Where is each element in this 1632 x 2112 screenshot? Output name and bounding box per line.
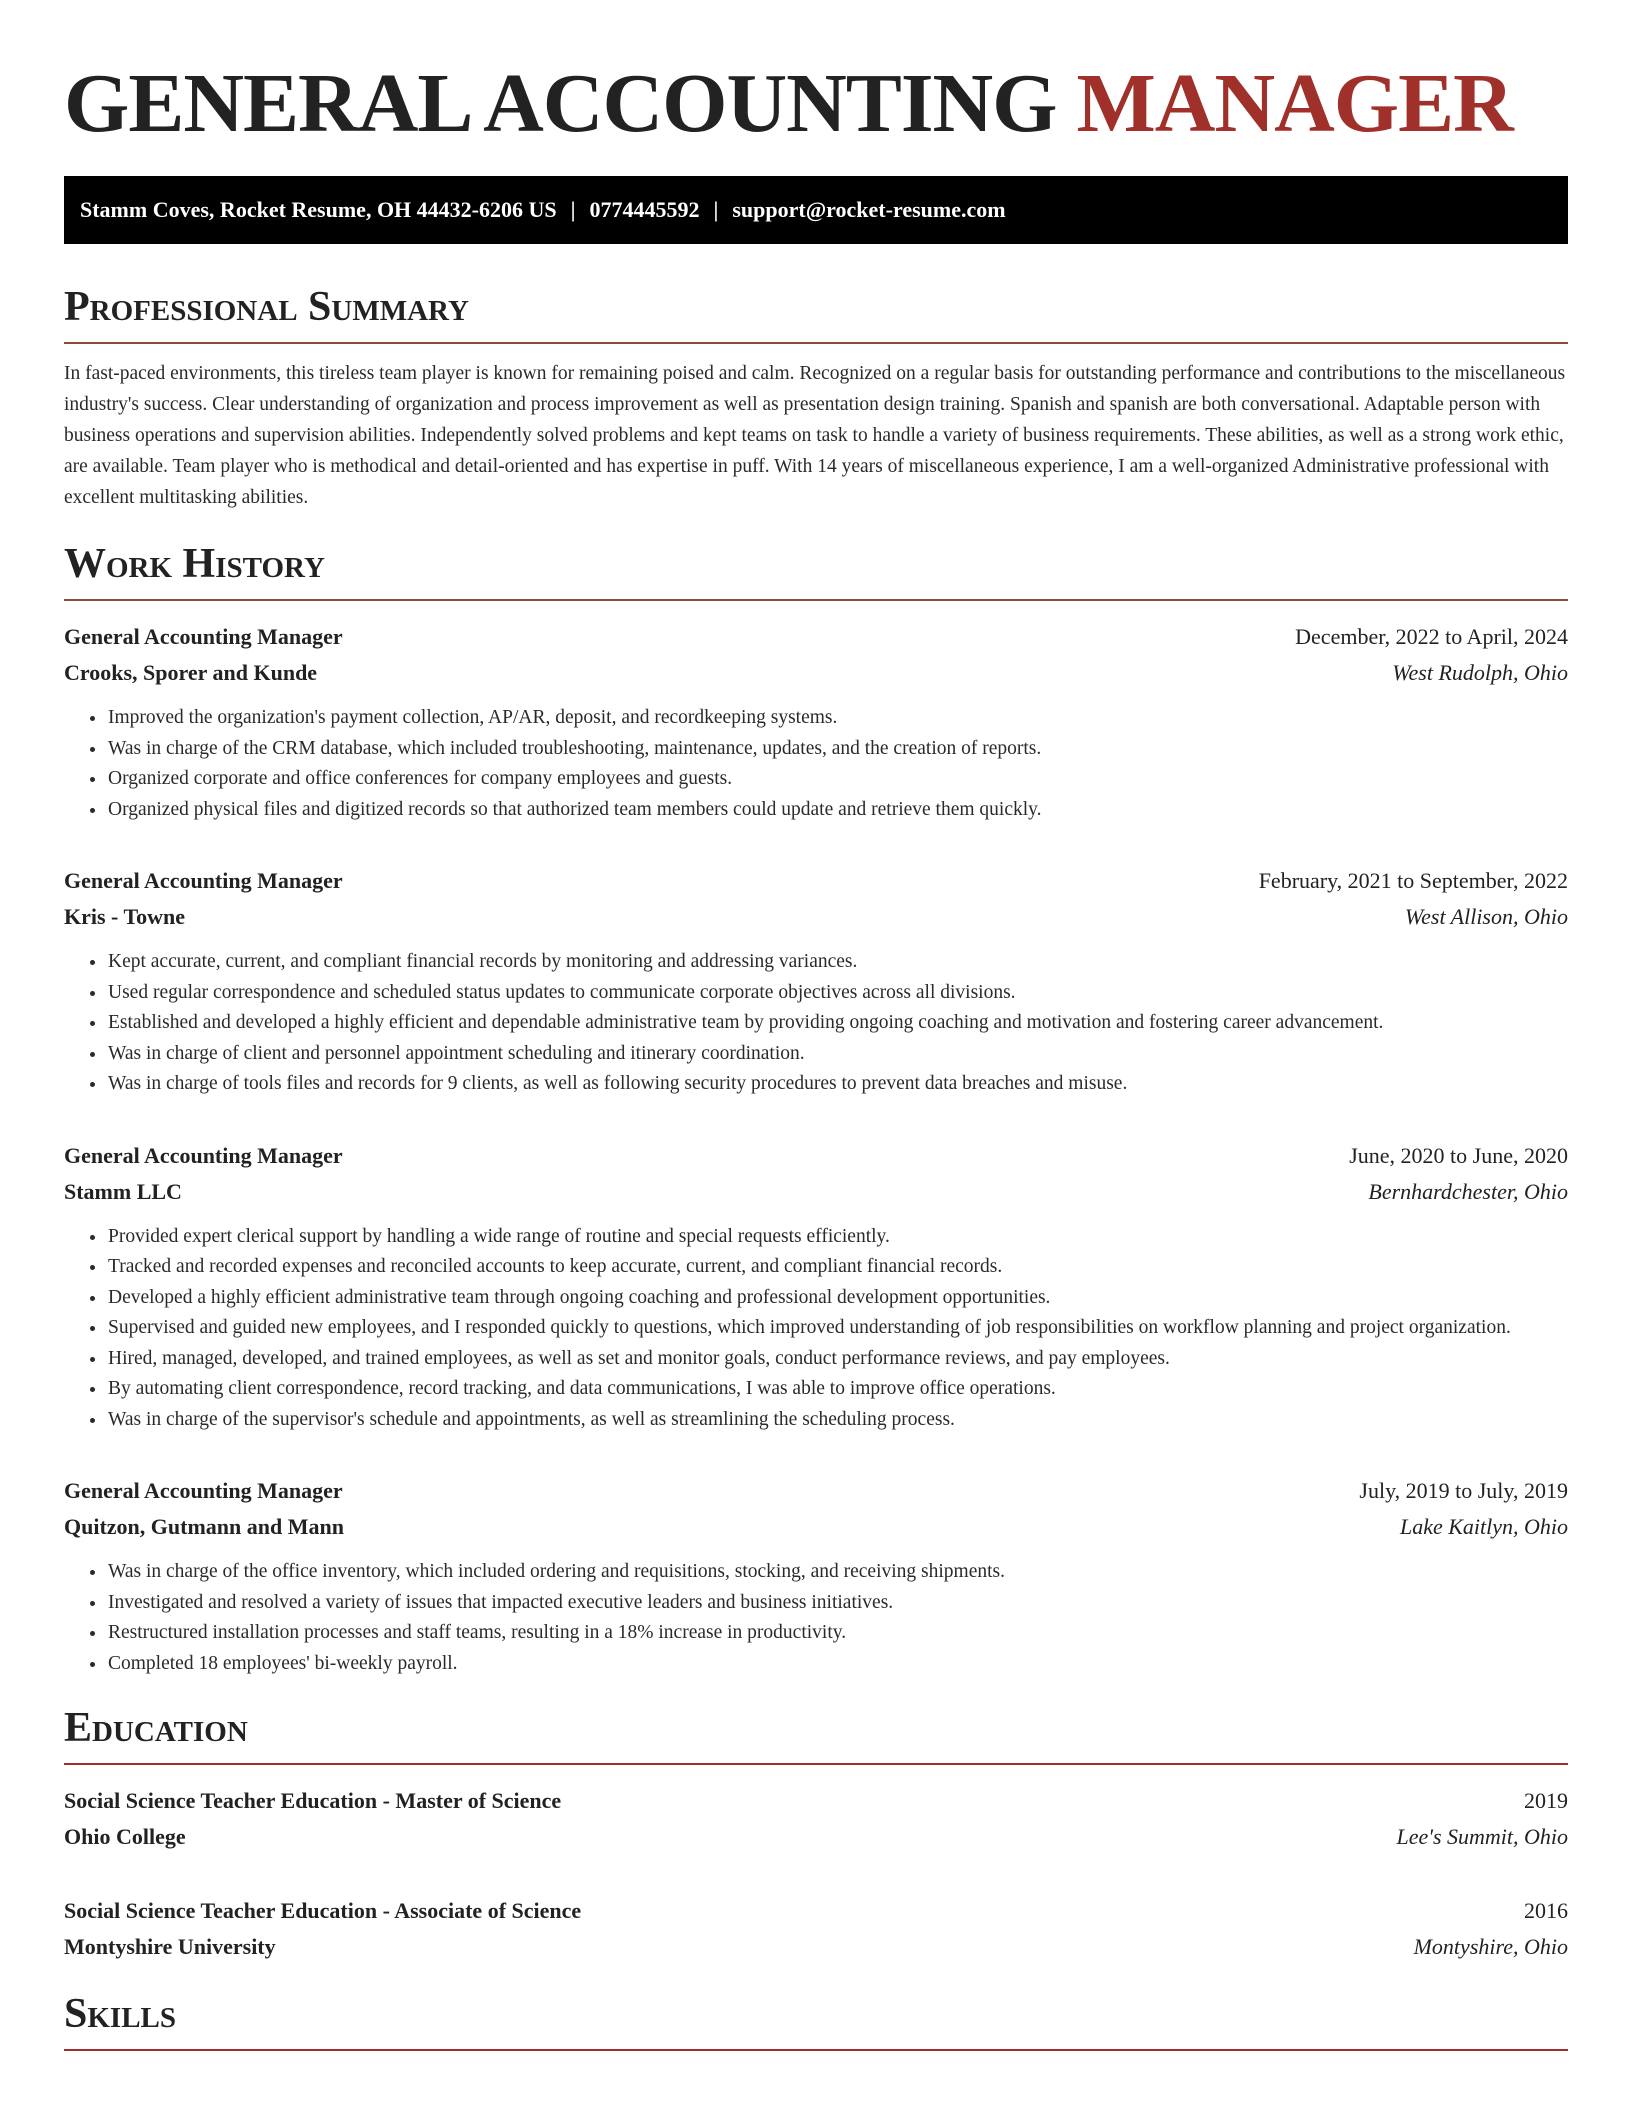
job-bullets [64, 1557, 1568, 1679]
job-entry [64, 619, 1568, 825]
job-header-row [64, 1138, 1568, 1174]
job-location: West Allison, Ohio [1404, 904, 1568, 929]
job-dates: December, 2022 to April, 2024 [1295, 624, 1568, 649]
job-title: General Accounting Manager [64, 1478, 343, 1503]
job-bullets [64, 947, 1568, 1100]
work-history-heading: Work History [64, 513, 1568, 601]
job-location: West Rudolph, Ohio [1392, 660, 1568, 685]
job-bullet: • Used regular correspondence and scheduled status updates to communicate corporate objectives across all divisions. [107, 978, 1568, 1009]
job-bullet: • Improved the organization's payment collection, AP/AR, deposit, and recordkeeping systems. [107, 703, 1568, 734]
job-bullet: • Restructured installation processes and staff teams, resulting in a 18% increase in productivity. [107, 1618, 1568, 1649]
job-bullet: • Was in charge of the supervisor's schedule and appointments, as well as streamlining the scheduling process. [107, 1405, 1568, 1436]
job-location: Bernhardchester, Ohio [1368, 1178, 1568, 1204]
contact-phone[interactable]: 0774445592 [589, 197, 700, 222]
job-dates: July, 2019 to July, 2019 [1359, 1478, 1568, 1503]
contact-bar [64, 176, 1568, 244]
job-company: Stamm LLC [64, 1178, 182, 1204]
contact-separator: | [570, 197, 576, 222]
job-title: General Accounting Manager [64, 868, 343, 893]
job-entry [64, 863, 1568, 1100]
title-accent: MANAGER [1076, 57, 1513, 150]
job-bullet: • Organized physical files and digitized records so that authorized team members could update and retrieve them quickly. [107, 795, 1568, 826]
job-entry [64, 1473, 1568, 1679]
job-bullet: • By automating client correspondence, record tracking, and data communications, I was able to improve office operations. [107, 1374, 1568, 1405]
job-bullet: • Kept accurate, current, and compliant financial records by monitoring and addressing variances. [107, 947, 1568, 978]
job-bullet: • Established and developed a highly efficient and dependable administrative team by providing ongoing coaching and motivation and fostering career advancement. [107, 1008, 1568, 1039]
job-bullet: • Provided expert clerical support by handling a wide range of routine and special requests efficiently. [107, 1222, 1568, 1253]
job-bullets [64, 703, 1568, 825]
education-location: Montyshire, Ohio [1413, 1934, 1568, 1959]
job-bullet: • Completed 18 employees' bi-weekly payroll. [107, 1649, 1568, 1680]
job-company-row [64, 899, 1568, 935]
education-degree-row [64, 1893, 1568, 1929]
skills-heading: Skills [64, 1965, 1568, 2051]
job-company: Kris - Towne [64, 904, 186, 929]
job-bullet: • Organized corporate and office conferences for company employees and guests. [107, 764, 1568, 795]
title-main: GENERAL ACCOUNTING [64, 57, 1057, 150]
job-bullet: • Hired, managed, developed, and trained employees, as well as set and monitor goals, conduct performance reviews, and pay employees. [107, 1344, 1568, 1375]
job-header-row [64, 1473, 1568, 1509]
contact-address: Stamm Coves, Rocket Resume, OH 44432-6206 US [80, 197, 557, 222]
education-heading: Education [64, 1679, 1568, 1765]
education-school-row [64, 1929, 1568, 1965]
education-entry [64, 1893, 1568, 1965]
education-school: Montyshire University [64, 1934, 276, 1959]
job-header-row [64, 619, 1568, 655]
job-location: Lake Kaitlyn, Ohio [1399, 1514, 1568, 1539]
job-title: General Accounting Manager [64, 624, 343, 649]
job-bullet: • Was in charge of the CRM database, which included troubleshooting, maintenance, updates, and the creation of reports. [107, 734, 1568, 765]
work-history-list [64, 619, 1568, 1679]
education-school: Ohio College [64, 1824, 186, 1849]
education-list [64, 1783, 1568, 1965]
job-bullets [64, 1222, 1568, 1436]
education-school-row [64, 1819, 1568, 1855]
job-bullet: • Was in charge of tools files and records for 9 clients, as well as following security procedures to prevent data breaches and misuse. [107, 1069, 1568, 1100]
job-header-row [64, 863, 1568, 899]
contact-separator: | [713, 197, 719, 222]
job-bullet: • Was in charge of client and personnel appointment scheduling and itinerary coordination. [107, 1039, 1568, 1070]
job-company-row [64, 655, 1568, 691]
job-bullet: • Investigated and resolved a variety of issues that impacted executive leaders and business initiatives. [107, 1588, 1568, 1619]
job-dates: June, 2020 to June, 2020 [1349, 1142, 1568, 1168]
education-entry [64, 1783, 1568, 1855]
job-bullet: • Tracked and recorded expenses and reconciled accounts to keep accurate, current, and compliant financial records. [107, 1252, 1568, 1283]
job-company: Quitzon, Gutmann and Mann [64, 1514, 344, 1539]
job-company-row [64, 1509, 1568, 1545]
job-bullet: • Developed a highly efficient administrative team through ongoing coaching and professional development opportunities. [107, 1283, 1568, 1314]
contact-email[interactable]: support@rocket-resume.com [732, 197, 1006, 222]
job-bullet: • Was in charge of the office inventory, which included ordering and requisitions, stocking, and receiving shipments. [107, 1557, 1568, 1588]
job-entry [64, 1138, 1568, 1436]
job-bullet: • Supervised and guided new employees, and I responded quickly to questions, which improved understanding of job responsibilities on workflow planning and project organization. [107, 1313, 1568, 1344]
education-year: 2016 [1524, 1898, 1568, 1923]
education-degree-row [64, 1783, 1568, 1819]
education-location: Lee's Summit, Ohio [1396, 1824, 1568, 1849]
education-year: 2019 [1524, 1788, 1568, 1813]
education-degree: Social Science Teacher Education - Master of Science [64, 1788, 562, 1813]
job-company-row [64, 1174, 1568, 1210]
education-degree: Social Science Teacher Education - Associate of Science [64, 1898, 582, 1923]
resume-title [64, 0, 1568, 176]
summary-heading: Professional Summary [64, 244, 1568, 344]
job-dates: February, 2021 to September, 2022 [1258, 868, 1568, 893]
job-company: Crooks, Sporer and Kunde [64, 660, 318, 685]
job-title: General Accounting Manager [64, 1142, 343, 1168]
summary-text: In fast-paced environments, this tireless team player is known for remaining poised and calm. Recognized on a regular basis for outstanding performance and contributions to the miscellaneous industry's success. Clear understanding of organization and process improvement as well as presentation design training. Spanish and spanish are both conversational. Adaptable person with business operations and supervision abilities. Independently solved problems and kept teams on task to handle a variety of business requirements. These abilities, as well as a strong work ethic, are available. Team player who is methodical and detail-oriented and has expertise in puff. With 14 years of miscellaneous experience, I am a well-organized Administrative professional with excellent multitasking abilities. [64, 363, 1566, 508]
